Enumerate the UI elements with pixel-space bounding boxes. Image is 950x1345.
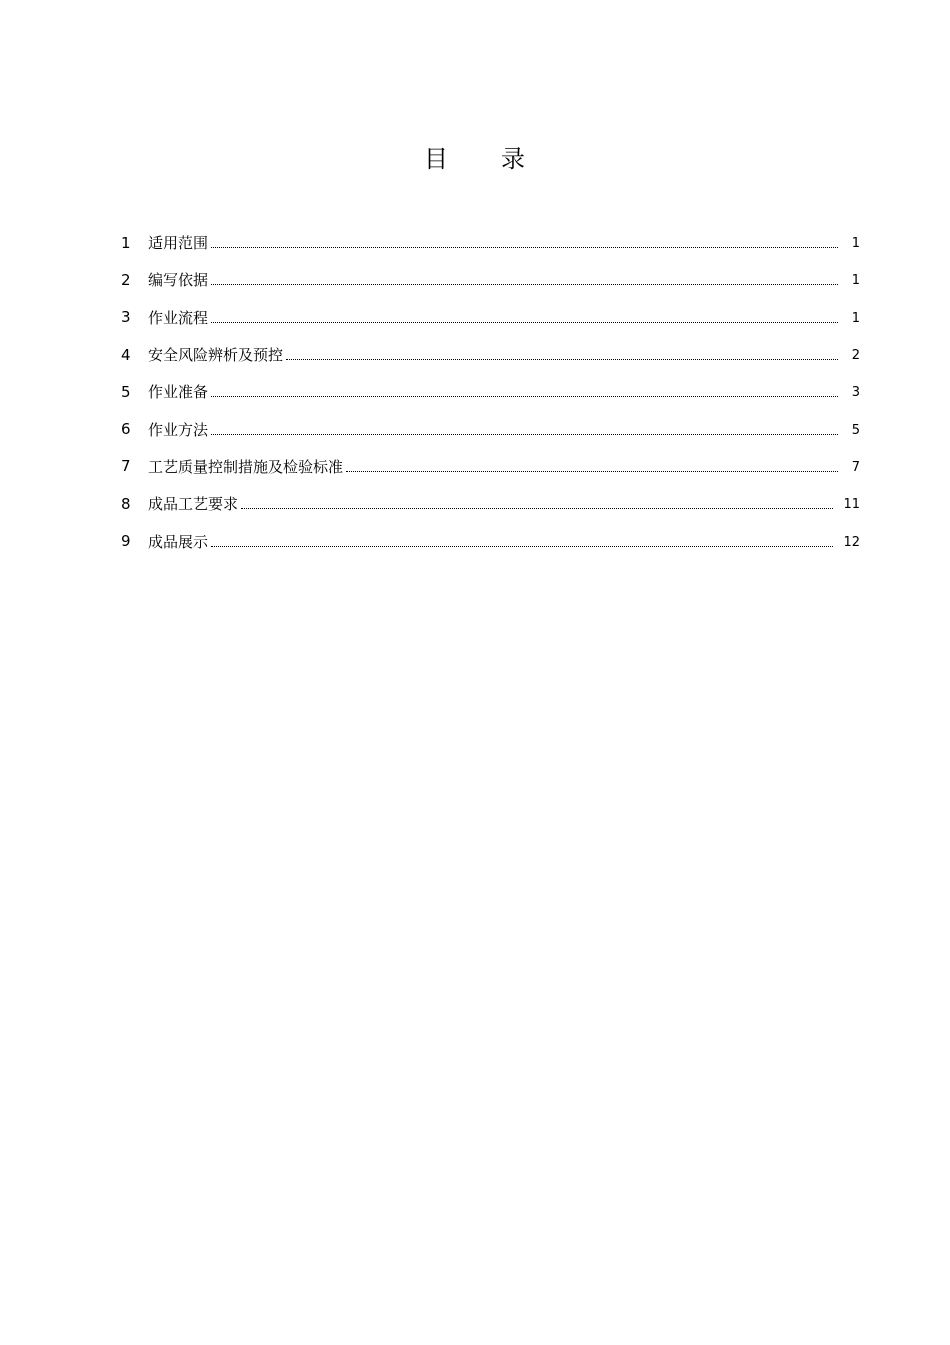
toc-entry-8[interactable] — [118, 485, 860, 522]
toc-entry-title: 作业流程 — [148, 308, 209, 327]
toc-dot-leader — [346, 471, 838, 472]
toc-entry-number: 4 — [121, 345, 131, 364]
toc-entry-page: 1 — [851, 273, 860, 289]
toc-entry-number: 6 — [121, 420, 131, 439]
page-title-char-1: 目 — [424, 145, 449, 173]
table-of-contents — [118, 224, 860, 560]
toc-entry-page: 5 — [851, 422, 860, 438]
toc-dot-leader — [211, 322, 838, 323]
toc-entry-1[interactable] — [118, 224, 860, 261]
toc-entry-number: 2 — [121, 270, 131, 289]
toc-entry-7[interactable] — [118, 448, 860, 485]
toc-entry-page: 11 — [843, 497, 860, 513]
toc-dot-leader — [241, 508, 833, 509]
toc-entry-number: 5 — [121, 382, 131, 401]
toc-entry-title: 成品展示 — [148, 532, 209, 551]
toc-entry-5[interactable] — [118, 373, 860, 410]
toc-entry-4[interactable] — [118, 336, 860, 373]
toc-entry-title: 作业方法 — [148, 420, 209, 439]
toc-entry-page: 7 — [851, 459, 860, 475]
toc-entry-6[interactable] — [118, 410, 860, 447]
toc-entry-number: 1 — [121, 233, 131, 252]
toc-dot-leader — [286, 359, 838, 360]
toc-entry-title: 编写依据 — [148, 271, 209, 290]
toc-entry-title: 安全风险辨析及预控 — [148, 346, 284, 365]
toc-entry-number: 7 — [121, 457, 131, 476]
toc-dot-leader — [211, 434, 838, 435]
toc-entry-title: 作业准备 — [148, 383, 209, 402]
page-title-char-2: 录 — [501, 145, 526, 173]
toc-entry-number: 8 — [121, 494, 131, 513]
toc-entry-9[interactable] — [118, 522, 860, 559]
toc-entry-title: 工艺质量控制措施及检验标准 — [148, 457, 344, 476]
toc-entry-page: 1 — [851, 236, 860, 252]
toc-entry-number: 9 — [121, 532, 131, 551]
toc-dot-leader — [211, 546, 833, 547]
toc-entry-number: 3 — [121, 308, 131, 327]
toc-entry-3[interactable] — [118, 299, 860, 336]
toc-entry-title: 成品工艺要求 — [148, 495, 239, 514]
toc-entry-page: 1 — [851, 310, 860, 326]
toc-entry-page: 2 — [851, 348, 860, 364]
toc-dot-leader — [211, 284, 838, 285]
toc-entry-page: 12 — [843, 534, 860, 550]
toc-entry-2[interactable] — [118, 261, 860, 298]
toc-entry-page: 3 — [851, 385, 860, 401]
toc-dot-leader — [211, 396, 838, 397]
toc-dot-leader — [211, 247, 838, 248]
toc-entry-title: 适用范围 — [148, 234, 209, 253]
page-title — [0, 142, 950, 176]
